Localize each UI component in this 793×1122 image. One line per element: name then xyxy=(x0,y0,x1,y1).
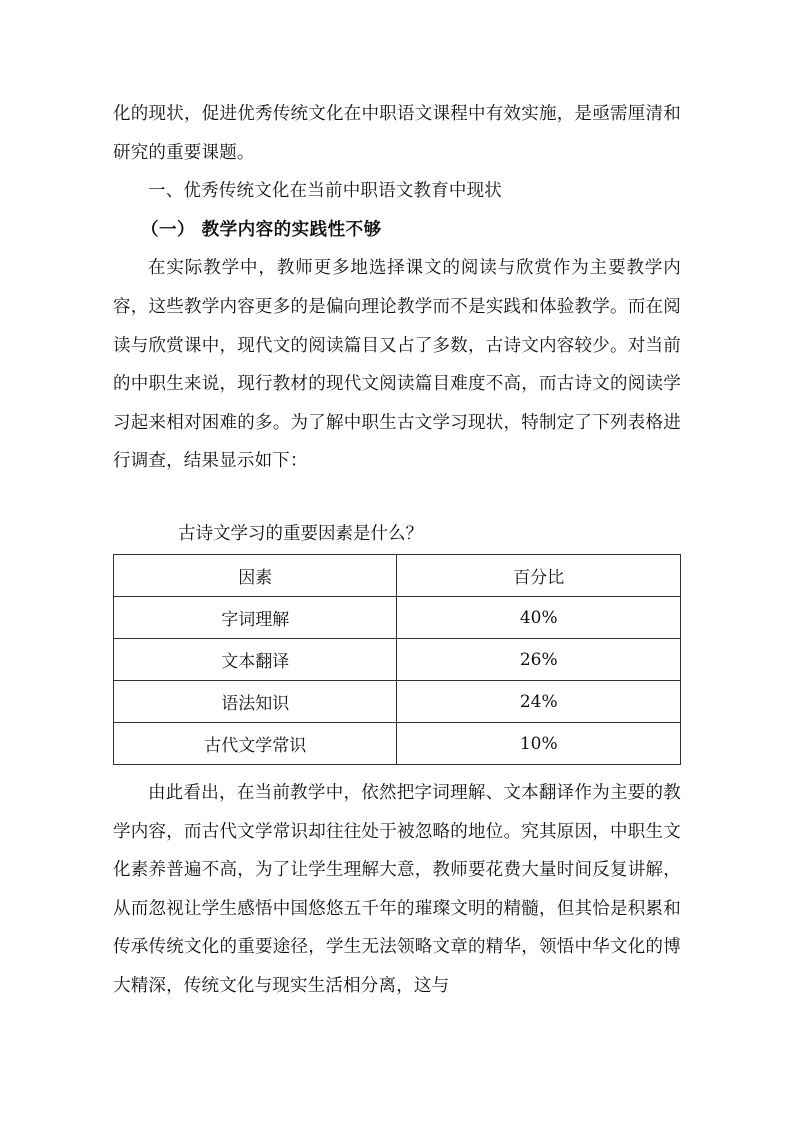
table-cell-percent: 26% xyxy=(397,639,681,681)
table-header-row xyxy=(114,555,681,597)
upper-text-section xyxy=(113,95,681,481)
table-cell-factor: 文本翻译 xyxy=(114,639,397,681)
lower-text-section xyxy=(113,774,681,1006)
table-cell-percent: 10% xyxy=(397,723,681,765)
section-heading: 一、优秀传统文化在当前中职语文教育中现状 xyxy=(148,181,502,202)
table-row xyxy=(114,723,681,765)
table-header-factor: 因素 xyxy=(114,555,397,597)
paragraph-teaching-content: 在实际教学中，教师更多地选择课文的阅读与欣赏作为主要教学内容，这些教学内容更多的是偏向理论教学而不是实践和体验教学。而在阅读与欣赏课中，现代文的阅读篇目又占了多数，古诗文内容较少。对当前的中职生来说，现行教材的现代文阅读篇目难度不高，而古诗文的阅读学习起来相对困难的多。为了解中职生古文学习现状，特制定了下列表格进行调查，结果显示如下： xyxy=(113,258,681,472)
table-row xyxy=(114,639,681,681)
survey-table xyxy=(113,554,681,765)
table-caption: 古诗文学习的重要因素是什么？ xyxy=(178,524,423,544)
table-cell-factor: 语法知识 xyxy=(114,681,397,723)
table-cell-percent: 24% xyxy=(397,681,681,723)
table-row xyxy=(114,597,681,639)
subsection-heading: （一） 教学内容的实践性不够 xyxy=(141,219,382,240)
table-header-percent: 百分比 xyxy=(397,555,681,597)
paragraph-continuation: 化的现状，促进优秀传统文化在中职语文课程中有效实施，是亟需厘清和研究的重要课题。 xyxy=(113,104,681,163)
paragraph-analysis: 由此看出，在当前教学中，依然把字词理解、文本翻译作为主要的教学内容，而古代文学常识却往往处于被忽略的地位。究其原因，中职生文化素养普遍不高，为了让学生理解大意，教师要花费大量时间反复讲解，从而忽视让学生感悟中国悠悠五千年的璀璨文明的精髓，但其恰是积累和传承传统文化的重要途径，学生无法领略文章的精华，领悟中华文化的博大精深，传统文化与现实生活相分离，这与 xyxy=(113,783,681,996)
table-row xyxy=(114,681,681,723)
table-cell-factor: 字词理解 xyxy=(114,597,397,639)
table-cell-percent: 40% xyxy=(397,597,681,639)
table-cell-factor: 古代文学常识 xyxy=(114,723,397,765)
